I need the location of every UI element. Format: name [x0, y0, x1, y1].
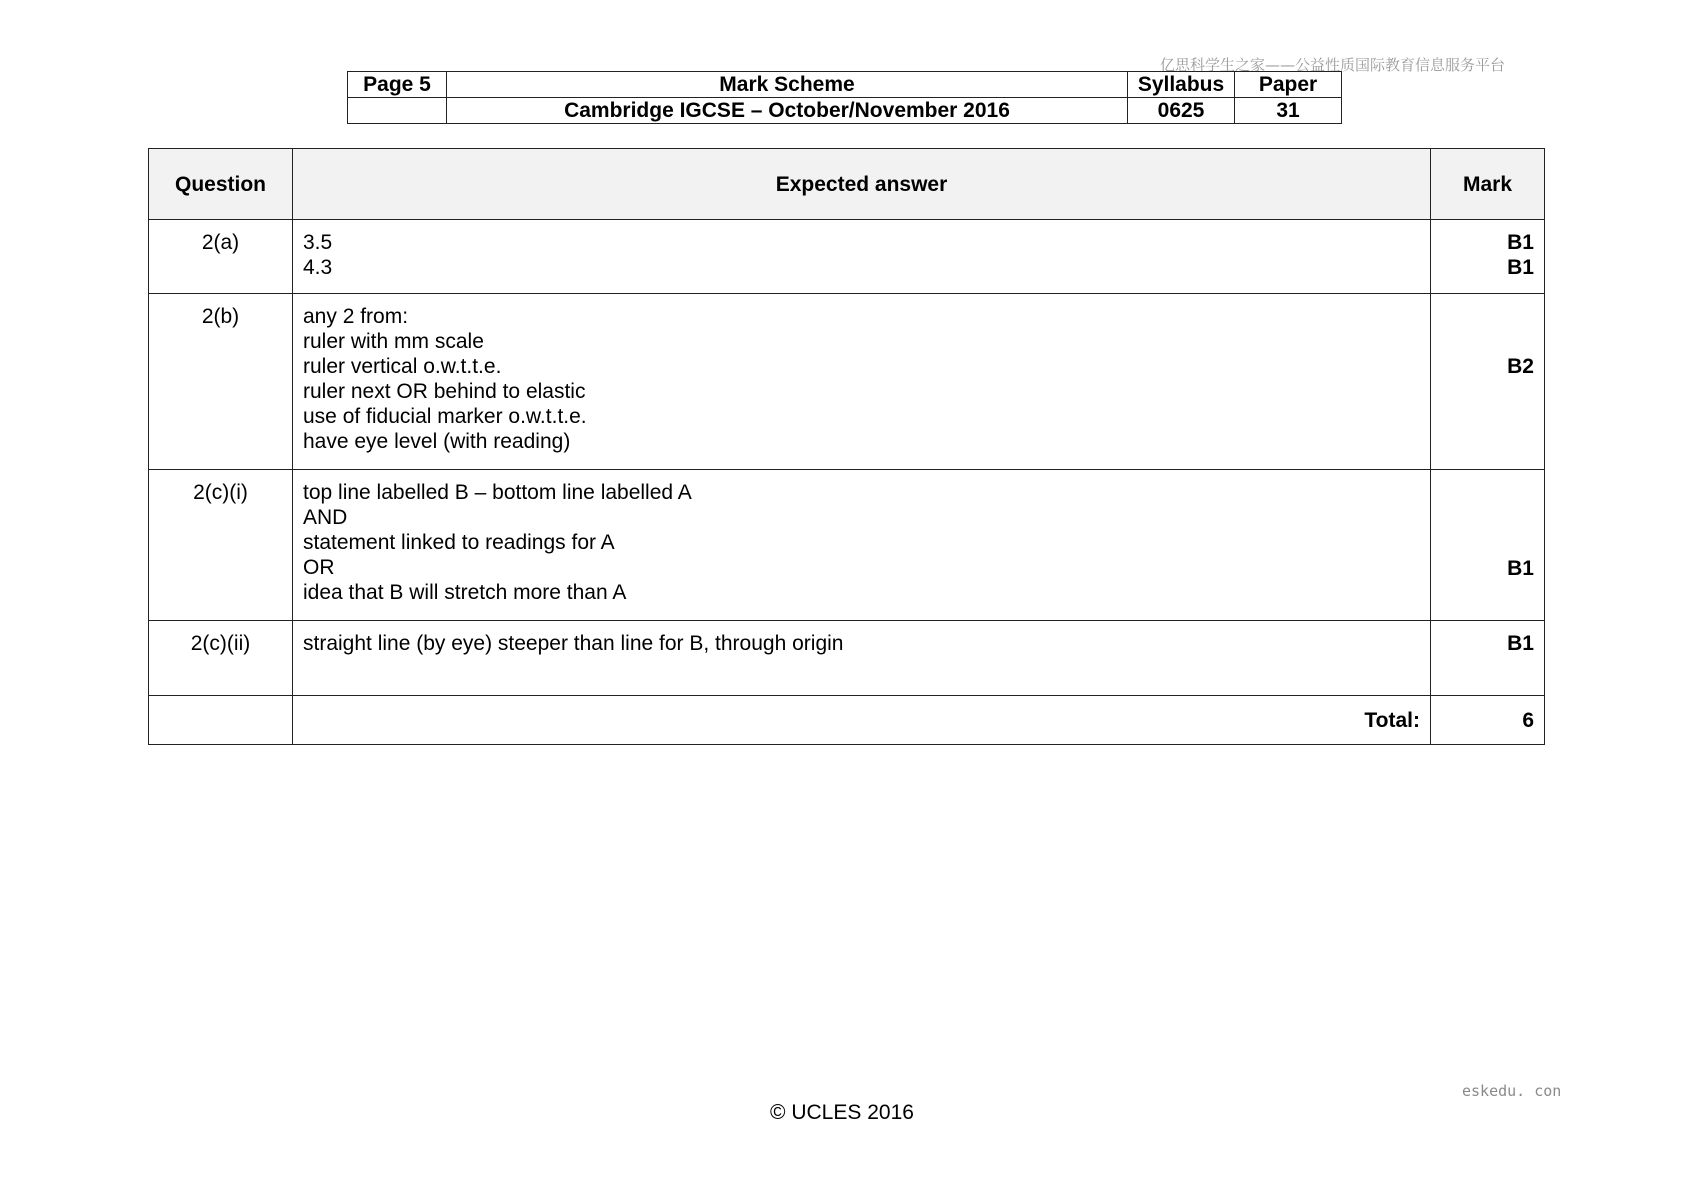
- answer-line: ruler with mm scale: [303, 330, 484, 353]
- column-header-mark: Mark: [1431, 149, 1545, 220]
- question-number: 2(c)(ii): [149, 621, 293, 696]
- syllabus-label: Syllabus: [1128, 72, 1235, 98]
- mark-cell: [1431, 220, 1545, 294]
- mark-cell: [1431, 621, 1545, 696]
- answer-line: 4.3: [303, 256, 333, 279]
- answer-line: have eye level (with reading): [303, 430, 571, 453]
- table-row: [149, 220, 1545, 294]
- page-number-blank: [348, 98, 447, 124]
- table-row: [149, 294, 1545, 470]
- answer-line: idea that B will stretch more than A: [303, 581, 627, 604]
- expected-answer: [293, 470, 1431, 621]
- syllabus-code: 0625: [1128, 98, 1235, 124]
- question-number: 2(a): [149, 220, 293, 294]
- answer-line: straight line (by eye) steeper than line for B, through origin: [303, 632, 844, 655]
- table-row: [149, 621, 1545, 696]
- column-header-question: Question: [149, 149, 293, 220]
- paper-number: 31: [1235, 98, 1342, 124]
- watermark-bottom: eskedu. con: [1462, 1082, 1562, 1100]
- mark-value: B1: [1507, 632, 1534, 655]
- paper-label: Paper: [1235, 72, 1342, 98]
- answer-line: AND: [303, 506, 348, 529]
- mark-value: B2: [1507, 355, 1534, 378]
- question-number: 2(c)(i): [149, 470, 293, 621]
- mark-cell: [1431, 294, 1545, 470]
- expected-answer: [293, 294, 1431, 470]
- total-row: [149, 696, 1545, 745]
- mark-value: B1: [1507, 557, 1534, 580]
- question-number: 2(b): [149, 294, 293, 470]
- header-table: [347, 71, 1342, 124]
- total-value: 6: [1431, 696, 1545, 745]
- exam-session: Cambridge IGCSE – October/November 2016: [447, 98, 1128, 124]
- document-title: Mark Scheme: [447, 72, 1128, 98]
- copyright-footer: © UCLES 2016: [770, 1101, 914, 1124]
- expected-answer: [293, 220, 1431, 294]
- mark-value: B1: [1507, 231, 1534, 254]
- answer-line: 3.5: [303, 231, 333, 254]
- mark-value: B1: [1507, 256, 1534, 279]
- expected-answer: [293, 621, 1431, 696]
- watermark-top: 亿思科学生之家——公益性质国际教育信息服务平台: [1160, 56, 1506, 74]
- answer-line: top line labelled B – bottom line labelled A: [303, 481, 692, 504]
- answer-line: use of fiducial marker o.w.t.t.e.: [303, 405, 587, 428]
- column-header-answer: Expected answer: [293, 149, 1431, 220]
- total-label: Total:: [293, 696, 1431, 745]
- mark-cell: [1431, 470, 1545, 621]
- answer-line: OR: [303, 556, 335, 579]
- total-question-blank: [149, 696, 293, 745]
- table-header-row: [149, 149, 1545, 220]
- page-number: Page 5: [348, 72, 447, 98]
- table-row: [149, 470, 1545, 621]
- answer-line: any 2 from:: [303, 305, 409, 328]
- answer-line: ruler next OR behind to elastic: [303, 380, 586, 403]
- answer-line: ruler vertical o.w.t.t.e.: [303, 355, 502, 378]
- mark-scheme-table: [148, 148, 1545, 745]
- answer-line: statement linked to readings for A: [303, 531, 615, 554]
